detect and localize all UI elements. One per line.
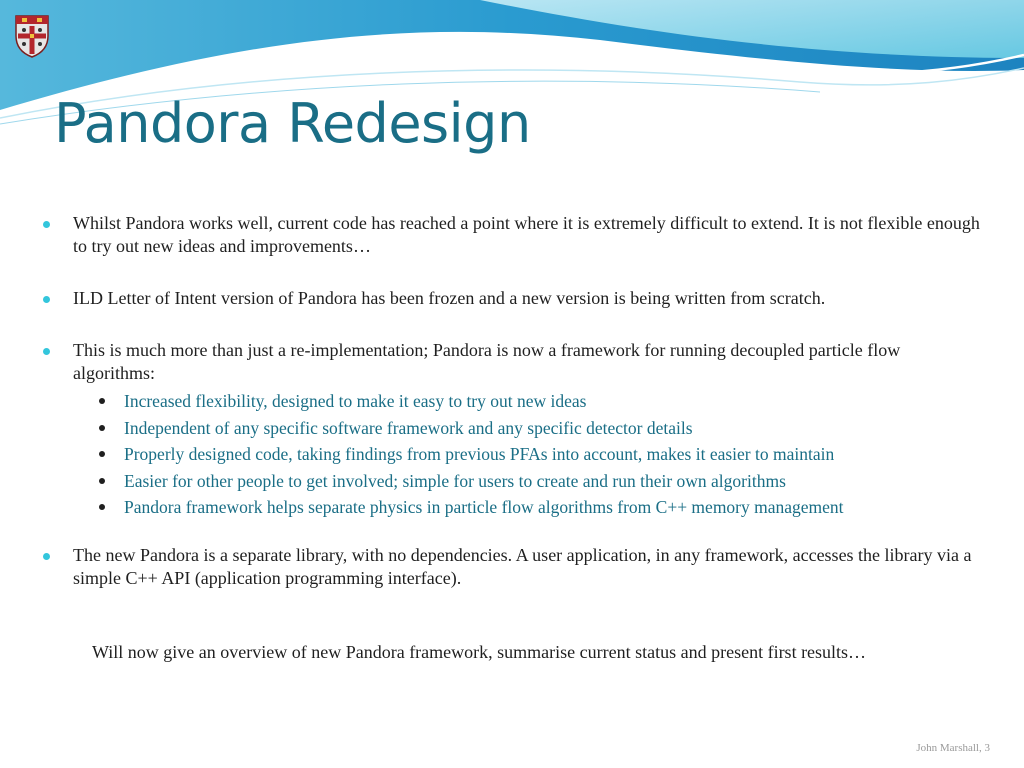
- sub-bullet-item: Increased flexibility, designed to make it easy to try out new ideas: [73, 388, 984, 415]
- university-crest-icon: [14, 14, 50, 58]
- bullet-text: ILD Letter of Intent version of Pandora has been frozen and a new version is being written from scratch.: [73, 288, 826, 308]
- slide-footer: John Marshall, 3: [916, 742, 990, 754]
- bullet-item: [0, 544, 1024, 590]
- bullet-text: The new Pandora is a separate library, with no dependencies. A user application, in any framework, accesses the library via a simple C++ API (application programming interface).: [73, 544, 972, 588]
- sub-bullet-item: Properly designed code, taking findings from previous PFAs into account, makes it easier to maintain: [73, 441, 984, 468]
- bullet-text: Whilst Pandora works well, current code has reached a point where it is extremely difficult to extend. It is not flexible enough to try out new ideas and improvements…: [73, 213, 980, 256]
- sub-bullet-item: Pandora framework helps separate physics in particle flow algorithms from C++ memory management: [73, 494, 984, 521]
- sub-bullet-item: Independent of any specific software framework and any specific detector details: [73, 415, 984, 442]
- slide-title: Pandora Redesign: [54, 92, 531, 155]
- closing-statement: Will now give an overview of new Pandora framework, summarise current status and present first results…: [92, 642, 867, 662]
- slide-content: [0, 212, 1024, 590]
- sub-bullet-list: [73, 388, 984, 521]
- bullet-item: [0, 339, 1024, 521]
- bullet-text: This is much more than just a re-implementation; Pandora is now a framework for running decoupled particle flow algorithms:: [73, 340, 901, 383]
- sub-bullet-item: Easier for other people to get involved; simple for users to create and run their own algorithms: [73, 468, 984, 495]
- bullet-item: [0, 287, 1024, 310]
- bullet-item: [0, 212, 1024, 258]
